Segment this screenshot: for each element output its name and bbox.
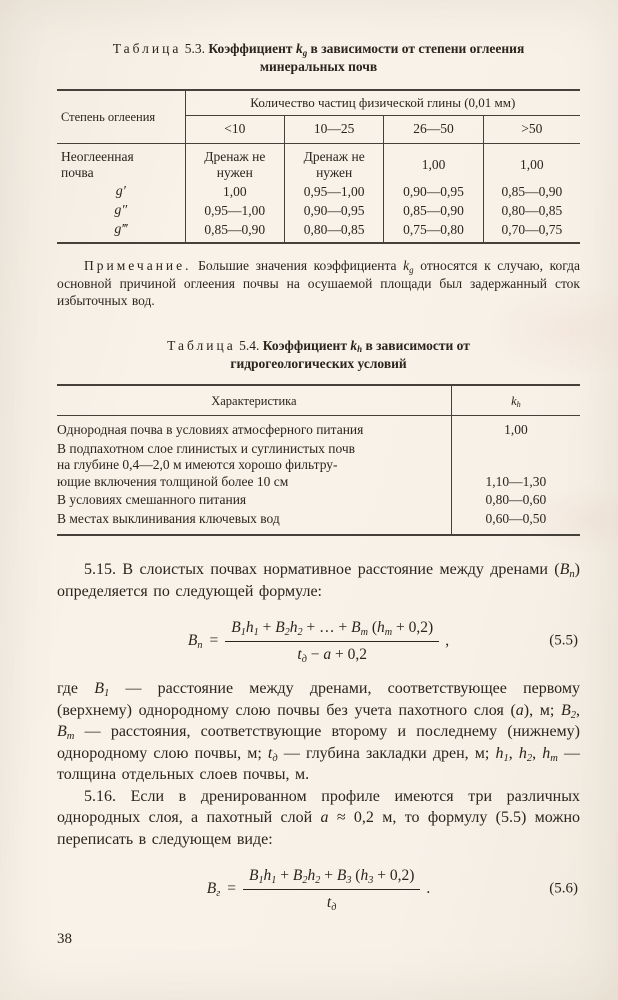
table-cell: 1,00 [185, 183, 284, 202]
table-row [57, 183, 580, 202]
table-row [57, 440, 580, 492]
table-cell: В условиях смешанного питания [57, 492, 247, 507]
table-cell: 0,60—0,50 [451, 510, 580, 536]
fraction [225, 619, 439, 664]
table-5-4 [57, 384, 580, 537]
table-cell: 0,75—0,80 [384, 221, 483, 243]
table-cell: 0,85—0,90 [384, 202, 483, 221]
fraction-numerator: $B_1h_1 + B_2h_2 + B_3$ $(h_3 + 0,2)$ [248, 866, 415, 886]
formula-5-5 [57, 614, 580, 668]
column-header-kh: $k_h$ [451, 385, 580, 416]
row-label: g′ [115, 184, 126, 199]
equation-number: (5.6) [549, 880, 578, 897]
formula-punctuation: , [445, 632, 450, 649]
equation-number: (5.5) [549, 632, 578, 649]
table-cell: 0,85—0,90 [185, 221, 284, 243]
table-cell: 0,85—0,90 [483, 183, 580, 202]
fraction-denominator: $t_д$ [243, 889, 420, 912]
table-cell: 1,00 [384, 144, 483, 184]
table-cell: Однородная почва в условиях атмосферного питания [57, 422, 364, 437]
table-cell: В местах выклинивания ключевых вод [57, 510, 280, 526]
table-cell: 0,95—1,00 [185, 202, 284, 221]
table-row [57, 491, 580, 510]
table-cell: 0,90—0,95 [284, 202, 383, 221]
column-header-26-50: 26—50 [384, 116, 483, 144]
formula-5-6 [57, 862, 580, 916]
table-row [57, 144, 580, 184]
row-label: g‴ [114, 222, 128, 237]
formula-lhs: $B_п$ [187, 632, 203, 652]
table-cell: 1,00 [451, 416, 580, 440]
table-cell: Дренаж не нужен [284, 144, 383, 184]
table-row [57, 510, 580, 536]
fraction-denominator: $t_д - a + 0,2$ [225, 641, 439, 664]
table-cell: 0,95—1,00 [284, 183, 383, 202]
paragraph-5-15: 5.15. В слоистых почвах нормативное расстояние между дренами $(B_п)$ определяется по следующей формуле: [57, 561, 580, 600]
column-header-degree: Степень оглеения [61, 110, 156, 124]
column-header-10-25: 10—25 [284, 116, 383, 144]
table-cell: 1,10—1,30 [451, 440, 580, 492]
row-label: g″ [114, 203, 128, 218]
note-paragraph: Примечание. Большие значения коэффициента $k_g$ относятся к случаю, когда основной причиной оглеения почвы на осушаемой площади был задержанный сток избыточных вод. [57, 258, 580, 308]
column-group-header-clay: Количество частиц физической глины (0,01 мм) [185, 90, 580, 116]
row-label: Неоглеенная почва [61, 149, 134, 180]
table-row [57, 416, 580, 440]
column-header-lt10: <10 [185, 116, 284, 144]
page-number: 38 [57, 931, 72, 947]
paragraph-where-definitions: где $B_1$ — расстояние между дренами, соответствующее первому (верхнему) однородному слою почвы без учета пахотного слоя (a), м; $B_2$, $B_m$ — расстояния, соответствующие второму и последнему (нижнему) однородному слою почвы, м; $t_д$ — глубина закладки дрен, м; $h_1$, $h_2$, $h_m$ — толщина отдельных слоев почвы, м. [57, 680, 581, 783]
formula-lhs: $B_г$ [206, 880, 221, 900]
fraction [243, 867, 420, 912]
table-row [57, 202, 580, 221]
equals-sign: = [227, 880, 236, 897]
table-cell: 0,80—0,60 [451, 491, 580, 510]
paragraph-5-16: 5.16. Если в дренированном профиле имеются три различных однородных слоя, а пахотный слой a ≈ 0,2 м, то формулу (5.5) можно переписать в следующем виде: [57, 787, 580, 848]
column-header-characteristic: Характеристика [211, 393, 297, 408]
table-5-3-title: Таблица 5.3. Коэффициент $k_g$ в зависимости от степени оглеения минеральных почв [112, 41, 525, 74]
table-header-row [57, 90, 580, 116]
table-header-row [57, 385, 580, 416]
table-5-3 [57, 89, 580, 244]
table-row [57, 221, 580, 243]
table-cell: 0,80—0,85 [284, 221, 383, 243]
column-header-gt50: >50 [483, 116, 580, 144]
table-cell: Дренаж не нужен [185, 144, 284, 184]
table-cell: 0,70—0,75 [483, 221, 580, 243]
table-cell: 1,00 [483, 144, 580, 184]
equals-sign: = [209, 632, 219, 649]
fraction-numerator: $B_1h_1 + B_2h_2$ + … + $B_m$ $(h_m + 0,2)$ [231, 618, 434, 638]
table-5-4-title: Таблица 5.4. Коэффициент $k_h$ в зависимости от гидрогеологических условий [167, 337, 470, 371]
table-cell: 0,80—0,85 [483, 202, 580, 221]
formula-punctuation: . [426, 880, 431, 897]
table-cell: В подпахотном слое глинистых и суглинистых почв на глубине 0,4—2,0 м имеются хорошо фильтру- ющие включения толщиной более 10 см [57, 440, 356, 489]
table-cell: 0,90—0,95 [384, 183, 483, 202]
